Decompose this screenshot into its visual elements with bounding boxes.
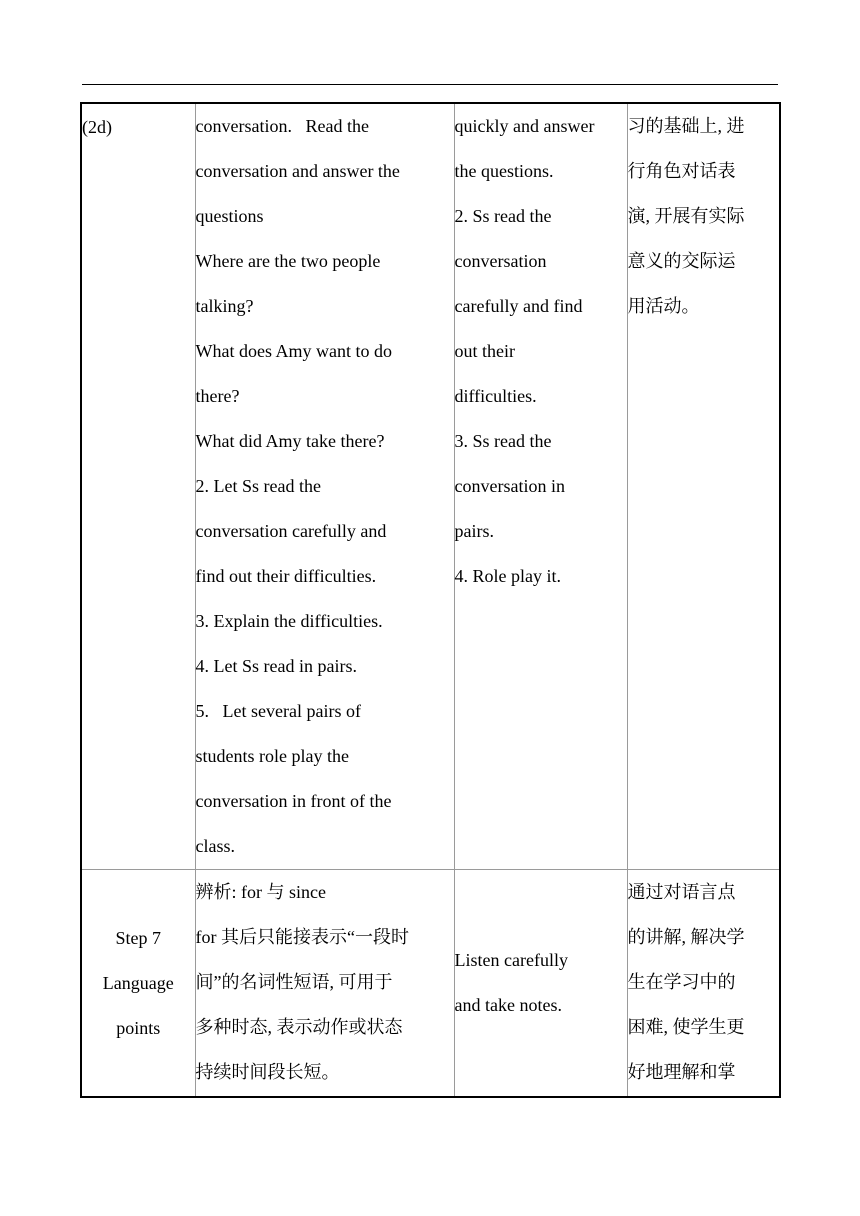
student-activity-line: pairs.	[454, 521, 494, 541]
teacher-activity-line: 5. Let several pairs of	[195, 701, 361, 721]
teacher-activity-cell	[195, 103, 454, 870]
design-intent-line: 通过对语言点	[627, 882, 736, 902]
teacher-activity-line: 间”的名词性短语, 可用于	[195, 972, 393, 992]
student-activity-line: conversation in	[454, 476, 565, 496]
design-intent-line: 用活动。	[627, 296, 700, 316]
teacher-activity-line: 4. Let Ss read in pairs.	[195, 656, 357, 676]
teacher-activity-line: find out their difficulties.	[195, 566, 377, 586]
teacher-activity-cell	[195, 870, 454, 1098]
student-activity-line: difficulties.	[454, 386, 537, 406]
step-cell	[81, 103, 195, 870]
teacher-activity-line: there?	[195, 386, 240, 406]
student-activity-line: quickly and answer	[454, 116, 595, 136]
teacher-activity-line: talking?	[195, 296, 254, 316]
step-label: Language	[102, 972, 174, 993]
student-activity-line: the questions.	[454, 161, 554, 181]
step-label: points	[116, 1017, 161, 1038]
student-activity-line: and take notes.	[454, 995, 562, 1015]
student-activity-line: 3. Ss read the	[454, 431, 552, 451]
student-activity-cell	[454, 870, 627, 1098]
student-activity-line: 4. Role play it.	[454, 566, 561, 586]
teacher-activity-line: for 其后只能接表示“一段时	[195, 927, 409, 947]
design-intent-line: 困难, 使学生更	[627, 1017, 745, 1037]
step-label: (2d)	[82, 117, 112, 137]
teacher-activity-line: 2. Let Ss read the	[195, 476, 321, 496]
teacher-activity-line: Where are the two people	[195, 251, 381, 271]
teacher-activity-line: 辨析: for 与 since	[195, 882, 326, 902]
header-rule	[82, 84, 778, 85]
teacher-activity-line: What did Amy take there?	[195, 431, 385, 451]
teacher-activity-line: students role play the	[195, 746, 349, 766]
teacher-activity-line: What does Amy want to do	[195, 341, 392, 361]
design-intent-line: 生在学习中的	[627, 972, 736, 992]
design-intent-line: 演, 开展有实际	[627, 206, 745, 226]
student-activity-cell	[454, 103, 627, 870]
teacher-activity-line: conversation and answer the	[195, 161, 400, 181]
student-activity-line: conversation	[454, 251, 547, 271]
step-cell	[81, 870, 195, 1098]
teacher-activity-line: conversation. Read the	[195, 116, 369, 136]
design-intent-line: 的讲解, 解决学	[627, 927, 745, 947]
teacher-activity-line: conversation carefully and	[195, 521, 387, 541]
teacher-activity-line: 持续时间段长短。	[195, 1062, 340, 1082]
design-intent-line: 好地理解和掌	[627, 1062, 736, 1082]
step-label: Step 7	[115, 927, 161, 948]
lesson-plan-table	[80, 102, 781, 1098]
student-activity-line: Listen carefully	[454, 950, 568, 970]
teacher-activity-line: 3. Explain the difficulties.	[195, 611, 383, 631]
table-row	[81, 103, 780, 870]
design-intent-cell	[627, 103, 780, 870]
teacher-activity-line: questions	[195, 206, 264, 226]
table-row	[81, 870, 780, 1098]
student-activity-line: out their	[454, 341, 515, 361]
teacher-activity-line: 多种时态, 表示动作或状态	[195, 1017, 403, 1037]
design-intent-line: 行角色对话表	[627, 161, 736, 181]
student-activity-line: carefully and find	[454, 296, 583, 316]
design-intent-cell	[627, 870, 780, 1098]
teacher-activity-line: conversation in front of the	[195, 791, 392, 811]
student-activity-line: 2. Ss read the	[454, 206, 552, 226]
design-intent-line: 习的基础上, 进	[627, 116, 745, 136]
teacher-activity-line: class.	[195, 836, 235, 856]
design-intent-line: 意义的交际运	[627, 251, 736, 271]
